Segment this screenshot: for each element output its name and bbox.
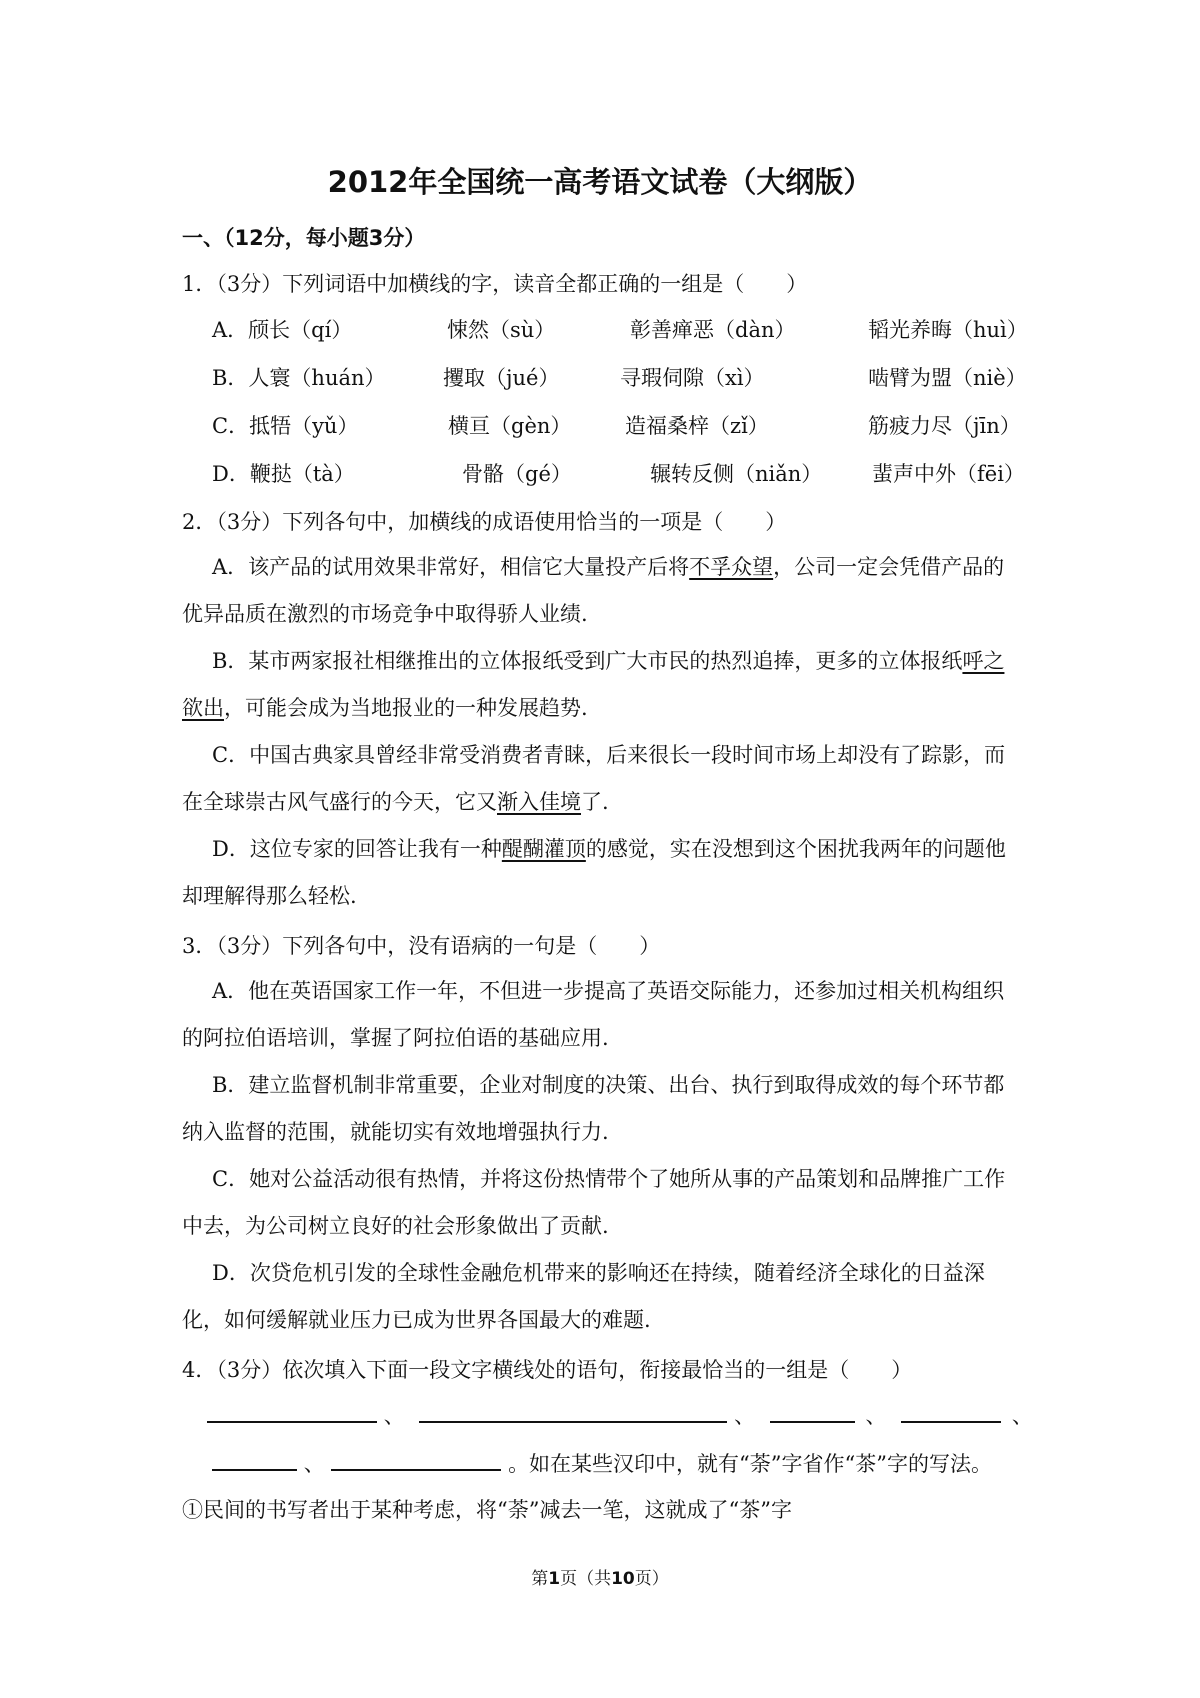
question-4-stem: 4．（3分）依次填入下面一段文字横线处的语句，衔接最恰当的一组是（ ）: [182, 1358, 913, 1382]
q1-option-d-1: D．鞭挞（tà）: [212, 462, 355, 486]
underlined-idiom: 渐入佳境: [497, 790, 581, 814]
page-total: 10: [611, 1569, 635, 1589]
underlined-idiom: 醍醐灌顶: [501, 837, 586, 861]
q4-tail-text: 。如在某些汉印中，就有“荼”字省作“茶”字的写法。: [508, 1452, 993, 1476]
fill-blank-6: [331, 1451, 501, 1471]
q1-option-a-1: A．颀长（qí）: [212, 318, 353, 342]
q4-context-line: ①民间的书写者出于某种考虑，将“荼”减去一笔，这就成了“茶”字: [182, 1498, 792, 1522]
q1-option-d-4: 蜚声中外（fēi）: [872, 462, 1025, 486]
q2-option-c: C．中国古典家具曾经非常受消费者青睐，后来很长一段时间市场上却没有了踪影，而在全球崇古风气盛行的今天，它又渐入佳境了.: [182, 743, 1006, 814]
page-number: 1: [548, 1569, 561, 1589]
q1-option-b-2: 攫取（jué）: [443, 366, 560, 390]
question-3-stem: 3．（3分）下列各句中，没有语病的一句是（ ）: [182, 934, 661, 958]
q3-option-c: C．她对公益活动很有热情，并将这份热情带个了她所从事的产品策划和品牌推广工作中去，为公司树立良好的社会形象做出了贡献.: [182, 1167, 1006, 1238]
page-footer: 第1页（共10页）: [531, 1569, 669, 1589]
page-title: 2012年全国统一高考语文试卷（大纲版）: [327, 165, 873, 199]
q1-option-d-3: 辗转反侧（niǎn）: [650, 462, 823, 486]
q2-option-b: B．某市两家报社相继推出的立体报纸受到广大市民的热烈追捧，更多的立体报纸呼之欲出，可能会成为当地报业的一种发展趋势.: [182, 649, 1005, 720]
underlined-idiom: 呼之欲出: [182, 649, 1005, 720]
q3-option-a: A．他在英语国家工作一年，不但进一步提高了英语交际能力，还参加过相关机构组织的阿拉伯语培训，掌握了阿拉伯语的基础应用.: [182, 979, 1005, 1050]
question-2-stem: 2．（3分）下列各句中，加横线的成语使用恰当的一项是（ ）: [182, 510, 787, 534]
fill-blank-2: [419, 1403, 727, 1423]
q4-blank-line-2: 、 。如在某些汉印中，就有“荼”字省作“茶”字的写法。: [212, 1448, 992, 1478]
q2-option-d: D．这位专家的回答让我有一种醍醐灌顶的感觉，实在没想到这个困扰我两年的问题他却理解得那么轻松.: [182, 837, 1006, 908]
fill-blank-5: [212, 1451, 297, 1471]
q1-option-a-2: 悚然（sù）: [447, 318, 556, 342]
q1-option-a-4: 韬光养晦（huì）: [868, 318, 1028, 342]
fill-blank-3: [770, 1403, 855, 1423]
question-1-stem: 1．（3分）下列词语中加横线的字，读音全都正确的一组是（ ）: [182, 272, 808, 296]
q1-option-a-3: 彰善瘅恶（dàn）: [630, 318, 796, 342]
q2-option-a: A．该产品的试用效果非常好，相信它大量投产后将不孚众望，公司一定会凭借产品的优异品质在激烈的市场竞争中取得骄人业绩.: [182, 555, 1005, 626]
q1-option-d-2: 骨骼（gé）: [462, 462, 572, 486]
q3-option-b: B．建立监督机制非常重要，企业对制度的决策、出台、执行到取得成效的每个环节都纳入监督的范围，就能切实有效地增强执行力.: [182, 1073, 1005, 1144]
q1-option-c-4: 筋疲力尽（jīn）: [868, 414, 1021, 438]
fill-blank-1: [207, 1403, 377, 1423]
q1-option-c-1: C．抵牾（yǔ）: [212, 414, 359, 438]
q4-blank-line-1: 、 、 、 、: [207, 1400, 1033, 1430]
q1-option-c-3: 造福桑梓（zǐ）: [625, 414, 769, 438]
underlined-idiom: 不孚众望: [689, 555, 774, 579]
q1-option-c-2: 横亘（gèn）: [448, 414, 572, 438]
q1-option-b-3: 寻瑕伺隙（xì）: [620, 366, 765, 390]
q1-option-b-1: B．人寰（huán）: [212, 366, 386, 390]
q1-option-b-4: 啮臂为盟（niè）: [868, 366, 1027, 390]
section-heading: 一、（12分，每小题3分）: [182, 226, 426, 250]
q3-option-d: D．次贷危机引发的全球性金融危机带来的影响还在持续，随着经济全球化的日益深化，如何缓解就业压力已成为世界各国最大的难题.: [182, 1261, 985, 1332]
fill-blank-4: [901, 1403, 1001, 1423]
